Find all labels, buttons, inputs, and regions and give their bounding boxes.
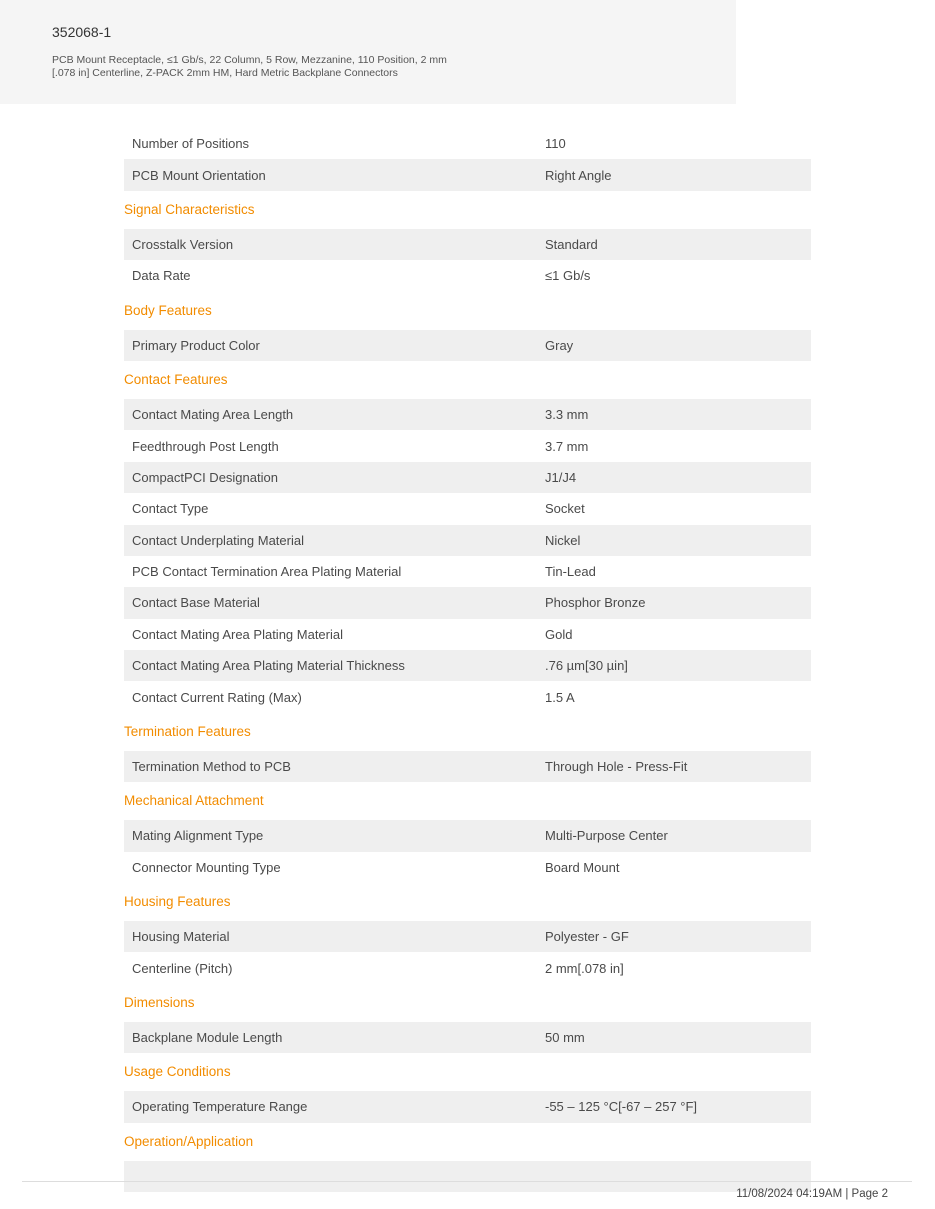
spec-value: -55 – 125 °C[-67 – 257 °F] — [545, 1099, 698, 1115]
spec-label: Contact Base Material — [132, 595, 260, 611]
spec-value: Multi-Purpose Center — [545, 828, 668, 844]
section-title: Body Features — [124, 302, 212, 318]
spec-value: J1/J4 — [545, 469, 577, 485]
spec-value: Gray — [545, 337, 574, 353]
spec-label: Contact Current Rating (Max) — [132, 689, 302, 705]
spec-row — [124, 751, 811, 782]
spec-row — [124, 525, 811, 556]
spec-value: Socket — [545, 501, 585, 517]
part-number: 352068-1 — [52, 24, 112, 40]
spec-row — [124, 556, 811, 587]
spec-value: Gold — [545, 626, 573, 642]
spec-value: ≤1 Gb/s — [545, 268, 591, 284]
spec-label: Data Rate — [132, 268, 191, 284]
spec-value: 3.3 mm — [545, 407, 589, 423]
spec-value: 3.7 mm — [545, 438, 589, 454]
spec-label: Contact Mating Area Length — [132, 407, 294, 423]
spec-row — [124, 852, 811, 883]
spec-row — [124, 820, 811, 851]
section-title: Usage Conditions — [124, 1064, 231, 1080]
spec-row — [124, 587, 811, 618]
spec-label: Backplane Module Length — [132, 1030, 283, 1045]
spec-row — [124, 229, 811, 260]
section-title: Operation/Application — [124, 1133, 254, 1149]
spec-label: Contact Mating Area Plating Material — [132, 626, 343, 642]
footer-divider — [22, 1181, 912, 1182]
spec-row — [124, 952, 811, 983]
spec-value: Standard — [545, 236, 598, 252]
spec-row — [124, 159, 811, 190]
spec-label: Connector Mounting Type — [132, 859, 281, 875]
spec-row — [124, 493, 811, 524]
spec-row — [124, 330, 811, 361]
spec-value: Polyester - GF — [545, 929, 629, 945]
section-title: Contact Features — [124, 371, 228, 387]
spec-row — [124, 462, 811, 493]
section-title: Mechanical Attachment — [124, 793, 264, 809]
spec-value: 50 mm — [545, 1030, 585, 1045]
spec-label: Mating Alignment Type — [132, 828, 264, 844]
spec-value: 2 mm[.078 in] — [545, 960, 624, 976]
spec-label: Contact Underplating Material — [132, 532, 304, 548]
spec-label: Centerline (Pitch) — [132, 960, 233, 976]
spec-label: PCB Contact Termination Area Plating Material — [132, 564, 402, 580]
spec-value: Tin-Lead — [545, 564, 596, 580]
spec-label: PCB Mount Orientation — [132, 167, 266, 183]
spec-row — [124, 430, 811, 461]
spec-label: Contact Type — [132, 501, 209, 517]
spec-row — [124, 128, 811, 159]
spec-label: Termination Method to PCB — [132, 759, 291, 775]
spec-label: CompactPCI Designation — [132, 469, 278, 485]
spec-row — [124, 1091, 811, 1122]
spec-value: Phosphor Bronze — [545, 595, 646, 611]
footer-timestamp-page: 11/08/2024 04:19AM | Page 2 — [736, 1188, 888, 1200]
spec-label: Crosstalk Version — [132, 236, 234, 252]
spec-row — [124, 1161, 811, 1192]
spec-row — [124, 681, 811, 712]
spec-table — [124, 128, 811, 1192]
spec-label: Feedthrough Post Length — [132, 438, 279, 454]
spec-row — [124, 399, 811, 430]
spec-label: Primary Product Color — [132, 337, 260, 353]
spec-value: 110 — [545, 136, 566, 152]
spec-row — [124, 921, 811, 952]
section-title: Termination Features — [124, 723, 251, 739]
spec-value: Right Angle — [545, 167, 612, 183]
spec-value: .76 µm[30 µin] — [545, 658, 628, 674]
spec-row — [124, 260, 811, 291]
spec-label: Housing Material — [132, 929, 230, 945]
spec-row — [124, 1022, 811, 1053]
spec-row — [124, 650, 811, 681]
spec-row — [124, 619, 811, 650]
spec-value: Nickel — [545, 532, 581, 548]
spec-value: 1.5 A — [545, 689, 575, 705]
spec-label: Contact Mating Area Plating Material Thickness — [132, 658, 405, 674]
spec-label: Number of Positions — [132, 136, 250, 152]
section-title: Signal Characteristics — [124, 201, 255, 217]
section-title: Housing Features — [124, 894, 231, 910]
spec-label: Operating Temperature Range — [132, 1099, 308, 1115]
part-description: PCB Mount Receptacle, ≤1 Gb/s, 22 Column, 5 Row, Mezzanine, 110 Position, 2 mm [.078 in] Centerline, Z-PACK 2mm HM, Hard Metric Backplane Connectors — [52, 54, 447, 79]
spec-value: Board Mount — [545, 859, 620, 875]
header-band — [0, 0, 736, 104]
spec-value: Through Hole - Press-Fit — [545, 759, 688, 775]
section-title: Dimensions — [124, 994, 195, 1010]
